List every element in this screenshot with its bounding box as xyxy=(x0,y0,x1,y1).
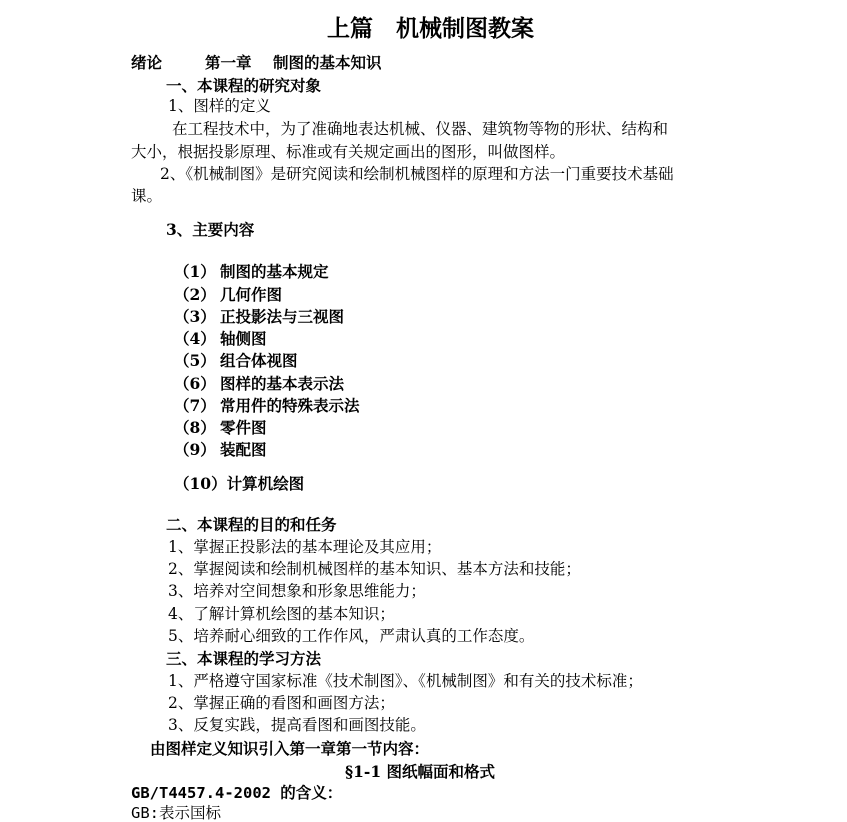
section3-heading: 三、本课程的学习方法 xyxy=(166,649,322,668)
list-item: 3、反复实践，提高看图和画图技能。 xyxy=(168,716,426,734)
list-item xyxy=(174,376,344,392)
list-item: 2、掌握正确的看图和画图方法； xyxy=(168,694,395,712)
list-number: （6） xyxy=(174,374,216,393)
paragraph-line: 课。 xyxy=(131,187,163,205)
chapter-label: 第一章 xyxy=(205,53,252,72)
section2-heading: 二、本课程的目的和任务 xyxy=(166,515,337,534)
sub-heading-definition: 1、图样的定义 xyxy=(168,97,271,115)
list-item: 5、培养耐心细致的工作作风，严肃认真的工作态度。 xyxy=(168,627,535,645)
list-text: 常用件的特殊表示法 xyxy=(220,396,360,415)
list-item: （10）计算机绘图 xyxy=(174,474,305,493)
list-number: （1） xyxy=(174,262,216,281)
list-item: 2、掌握阅读和绘制机械图样的基本知识、基本方法和技能； xyxy=(168,560,581,578)
list-text: 几何作图 xyxy=(220,285,283,304)
gb-definition-line: GB/T4457.4-2002 的含义： xyxy=(131,784,343,802)
transition-text: 由图样定义知识引入第一章第一节内容： xyxy=(150,739,430,758)
list-number: （9） xyxy=(174,440,216,459)
list-number: （8） xyxy=(174,418,216,437)
list-text: 组合体视图 xyxy=(220,351,298,370)
list-item xyxy=(174,353,298,369)
list-item xyxy=(174,420,267,436)
list-item xyxy=(174,331,267,347)
page-title: 上篇 机械制图教案 xyxy=(327,15,534,42)
list-item xyxy=(174,287,282,303)
gb-partial-text: GB:表示国标 xyxy=(131,804,221,822)
section-title: §1-1 图纸幅面和格式 xyxy=(345,762,496,781)
list-number: （2） xyxy=(174,285,216,304)
list-text: 图样的基本表示法 xyxy=(220,374,345,393)
list-item xyxy=(174,442,267,458)
intro-label: 绪论 xyxy=(131,53,163,72)
paragraph-line: 大小，根据投影原理、标准或有关规定画出的图形，叫做图样。 xyxy=(131,143,566,161)
list-text: 零件图 xyxy=(220,418,267,437)
list-item xyxy=(174,398,360,414)
list-item: 1、掌握正投影法的基本理论及其应用； xyxy=(168,538,442,556)
list-item: 1、严格遵守国家标准《技术制图》、《机械制图》和有关的技术标准； xyxy=(168,672,643,690)
list-number: （3） xyxy=(174,307,216,326)
list-item: 3、培养对空间想象和形象思维能力； xyxy=(168,582,426,600)
list-number: （5） xyxy=(174,351,216,370)
list-text: 制图的基本规定 xyxy=(220,262,329,281)
list-item: 4、了解计算机绘图的基本知识； xyxy=(168,605,395,623)
main-content-heading: 3、主要内容 xyxy=(166,220,255,239)
list-item xyxy=(174,309,344,325)
list-number: （7） xyxy=(174,396,216,415)
list-text: 正投影法与三视图 xyxy=(220,307,345,326)
section1-heading: 一、本课程的研究对象 xyxy=(166,76,322,95)
list-number: （4） xyxy=(174,329,216,348)
list-text: 装配图 xyxy=(220,440,267,459)
list-text: 轴侧图 xyxy=(220,329,267,348)
chapter-title: 制图的基本知识 xyxy=(273,53,382,72)
cut-off-line xyxy=(0,804,847,822)
paragraph-line: 2、《机械制图》是研究阅读和绘制机械图样的原理和方法一门重要技术基础 xyxy=(160,165,674,183)
list-item xyxy=(174,264,329,280)
paragraph-line: 在工程技术中，为了准确地表达机械、仪器、建筑物等物的形状、结构和 xyxy=(172,120,669,138)
